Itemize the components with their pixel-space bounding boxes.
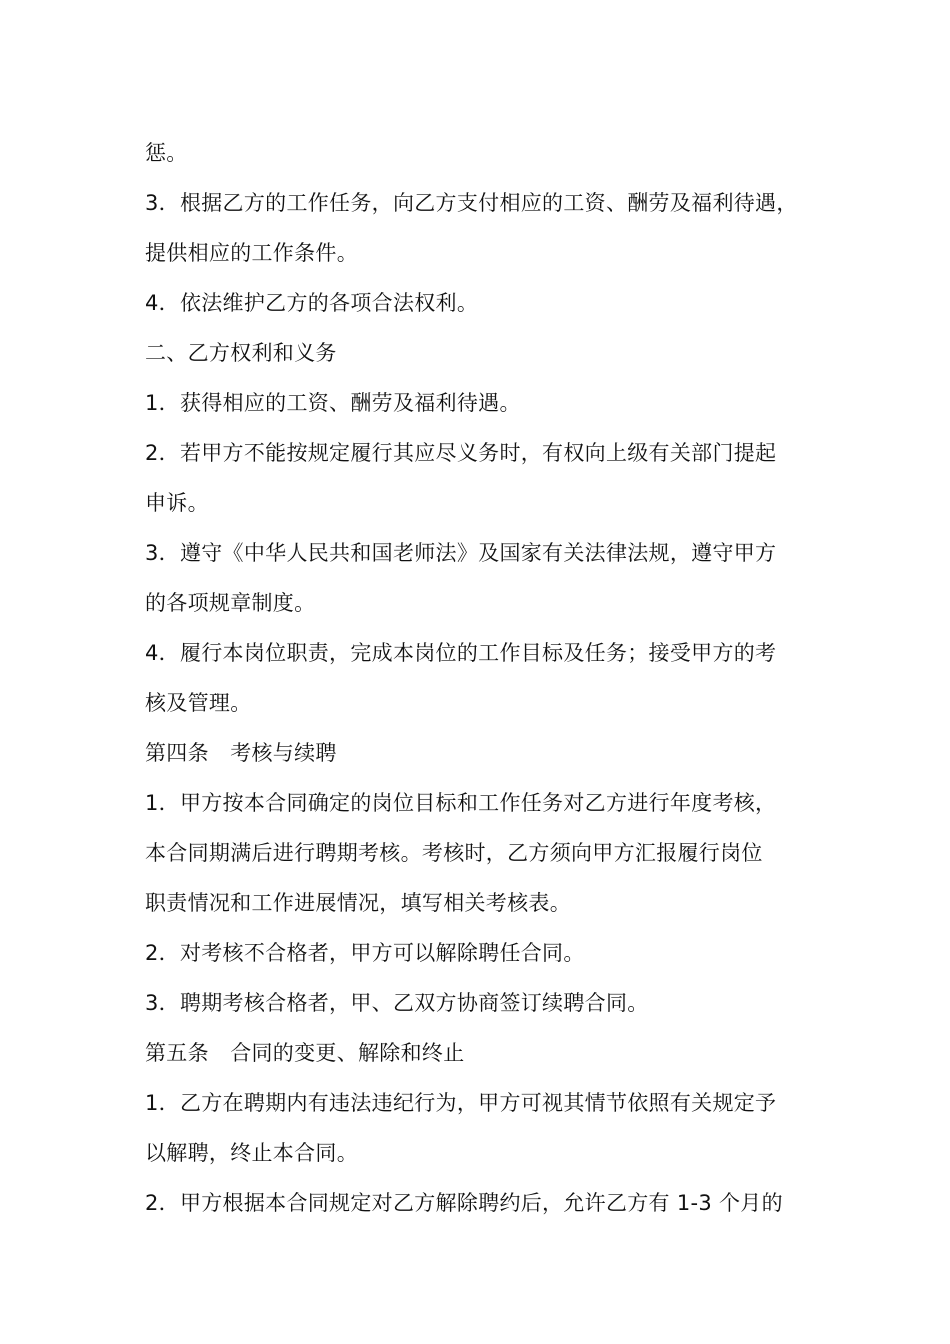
article-heading: 第五条 合同的变更、解除和终止	[145, 1041, 465, 1065]
section-heading: 二、乙方权利和义务	[145, 341, 337, 365]
text-line: 1．甲方按本合同确定的岗位目标和工作任务对乙方进行年度考核，	[145, 791, 777, 815]
text-line: 1．乙方在聘期内有违法违纪行为，甲方可视其情节依照有关规定予	[145, 1091, 777, 1115]
text-line: 2．对考核不合格者，甲方可以解除聘任合同。	[145, 941, 585, 965]
text-line: 以解聘，终止本合同。	[145, 1141, 358, 1165]
text-line: 4．依法维护乙方的各项合法权利。	[145, 291, 479, 315]
text-line: 4．履行本岗位职责，完成本岗位的工作目标及任务；接受甲方的考	[145, 641, 777, 665]
text-line: 2．若甲方不能按规定履行其应尽义务时，有权向上级有关部门提起	[145, 441, 777, 465]
document-body	[145, 128, 835, 1228]
text-line: 3．遵守《中华人民共和国老师法》及国家有关法律法规，遵守甲方	[145, 541, 777, 565]
text-line: 3．聘期考核合格者，甲、乙双方协商签订续聘合同。	[145, 991, 649, 1015]
text-line: 的各项规章制度。	[145, 591, 316, 615]
text-line: 申诉。	[145, 491, 209, 515]
text-line: 职责情况和工作进展情况，填写相关考核表。	[145, 891, 571, 915]
text-line: 1．获得相应的工资、酬劳及福利待遇。	[145, 391, 521, 415]
text-line: 3．根据乙方的工作任务，向乙方支付相应的工资、酬劳及福利待遇，	[145, 191, 798, 215]
text-line: 核及管理。	[145, 691, 252, 715]
text-line: 提供相应的工作条件。	[145, 241, 358, 265]
text-line: 2．甲方根据本合同规定对乙方解除聘约后，允许乙方有 1-3 个月的	[145, 1191, 783, 1215]
text-line: 惩。	[145, 141, 188, 165]
text-line: 本合同期满后进行聘期考核。考核时，乙方须向甲方汇报履行岗位	[145, 841, 763, 865]
article-heading: 第四条 考核与续聘	[145, 741, 337, 765]
